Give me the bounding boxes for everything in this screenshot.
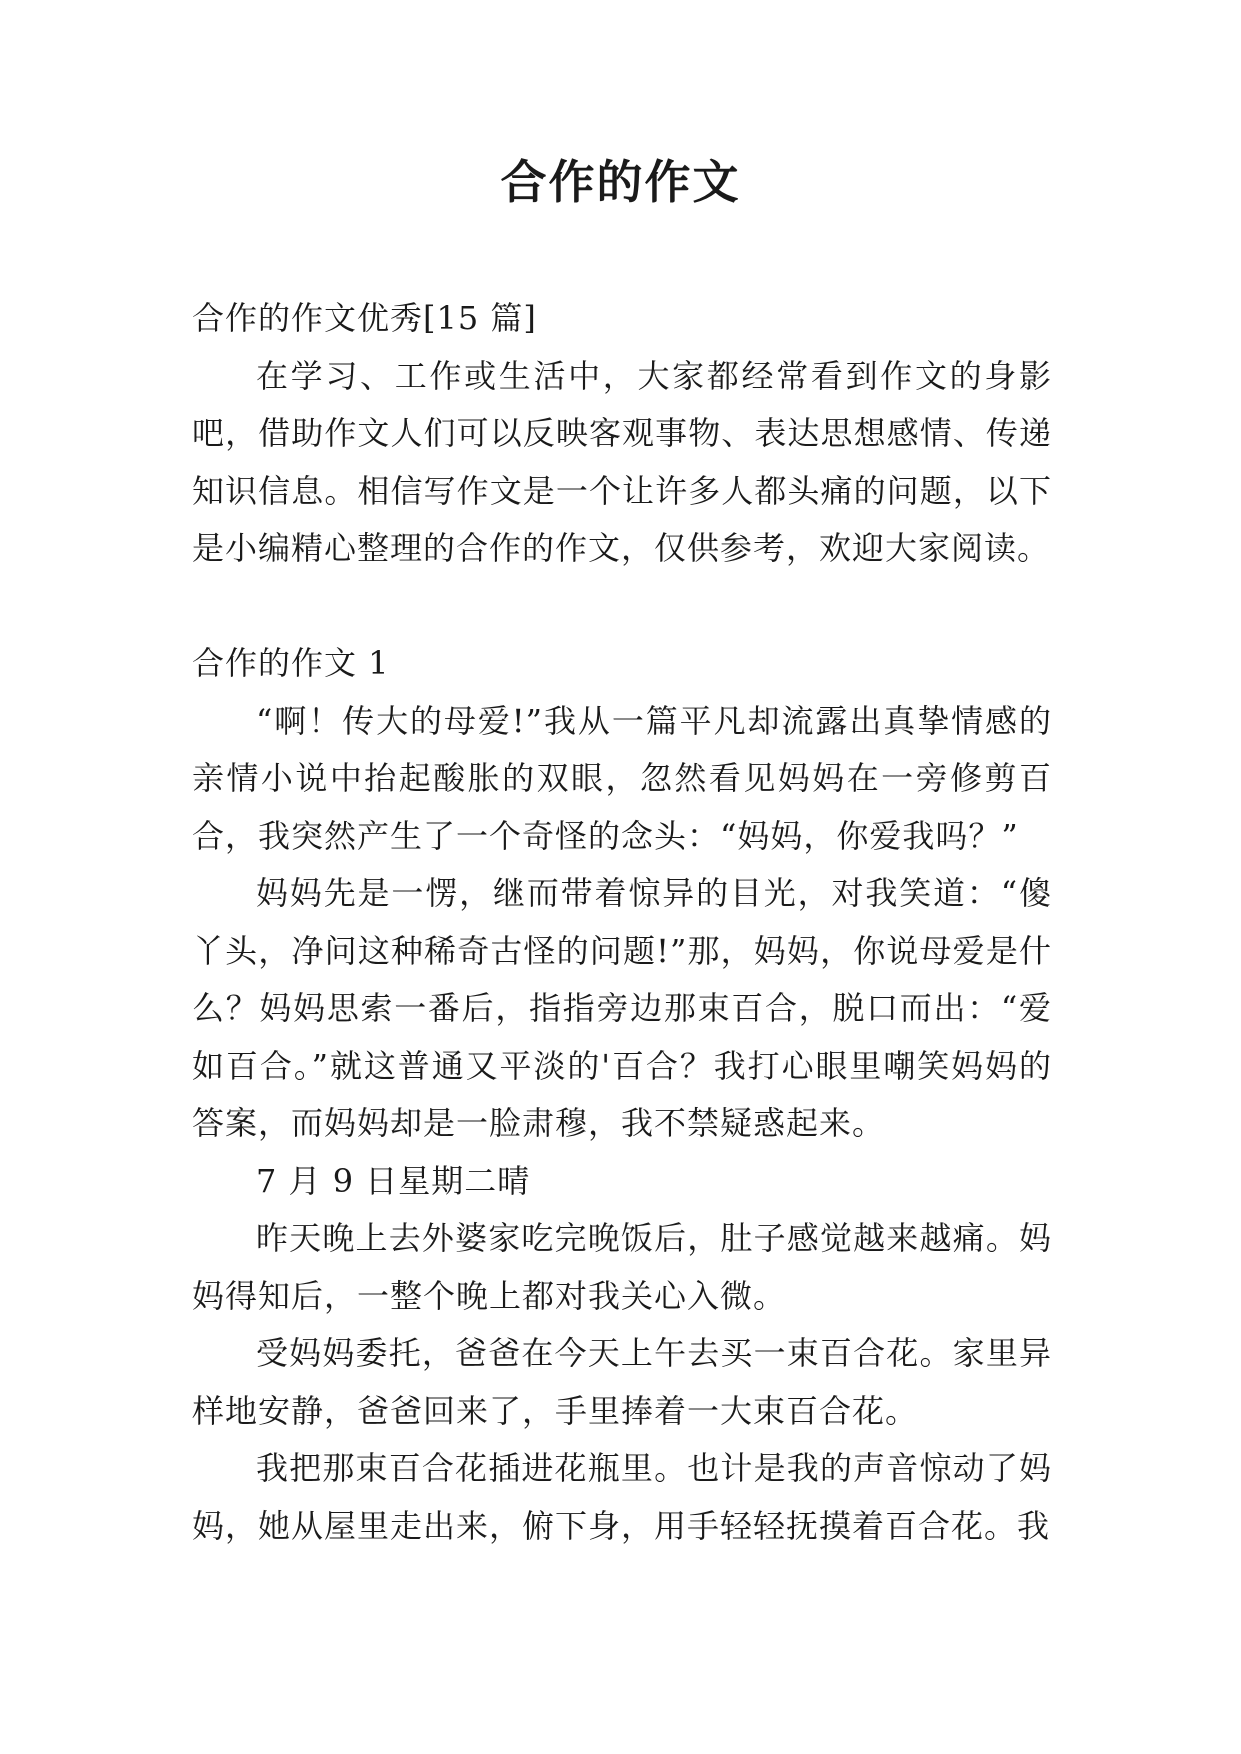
section-heading: 合作的作文 1 [192, 644, 390, 682]
diary-date-line: 7 月 9 日星期二晴 [256, 1161, 531, 1200]
body-paragraph: 昨天晚上去外婆家吃完晚饭后，肚子感觉越来越痛。妈妈得知后，一整个晚上都对我关心入微。 [192, 1219, 1052, 1315]
document-title: 合作的作文 [500, 155, 741, 209]
document-subtitle: 合作的作文优秀[15 篇] [192, 299, 537, 337]
body-paragraph: 妈妈先是一愣，继而带着惊异的目光，对我笑道：“傻丫头，净问这种稀奇古怪的问题!”那，妈妈，你说母爱是什么？妈妈思索一番后，指指旁边那束百合，脱口而出：“爱如百合。”就这普通又平淡的'百合？我打心眼里嘲笑妈妈的答案，而妈妈却是一脸肃穆，我不禁疑惑起来。 [192, 874, 1052, 1142]
body-paragraph: 受妈妈委托，爸爸在今天上午去买一束百合花。家里异样地安静，爸爸回来了，手里捧着一大束百合花。 [192, 1334, 1052, 1430]
body-paragraph: “啊！传大的母爱!”我从一篇平凡却流露出真挚情感的亲情小说中抬起酸胀的双眼，忽然看见妈妈在一旁修剪百合，我突然产生了一个奇怪的念头：“妈妈，你爱我吗？” [192, 701, 1052, 855]
body-paragraph: 我把那束百合花插进花瓶里。也计是我的声音惊动了妈妈，她从屋里走出来，俯下身，用手轻轻抚摸着百合花。我 [192, 1449, 1052, 1545]
document-body [192, 290, 1052, 1555]
intro-paragraph: 在学习、工作或生活中，大家都经常看到作文的身影吧，借助作文人们可以反映客观事物、表达思想感情、传递知识信息。相信写作文是一个让许多人都头痛的问题，以下是小编精心整理的合作的作文，仅供参考，欢迎大家阅读。 [192, 356, 1052, 567]
